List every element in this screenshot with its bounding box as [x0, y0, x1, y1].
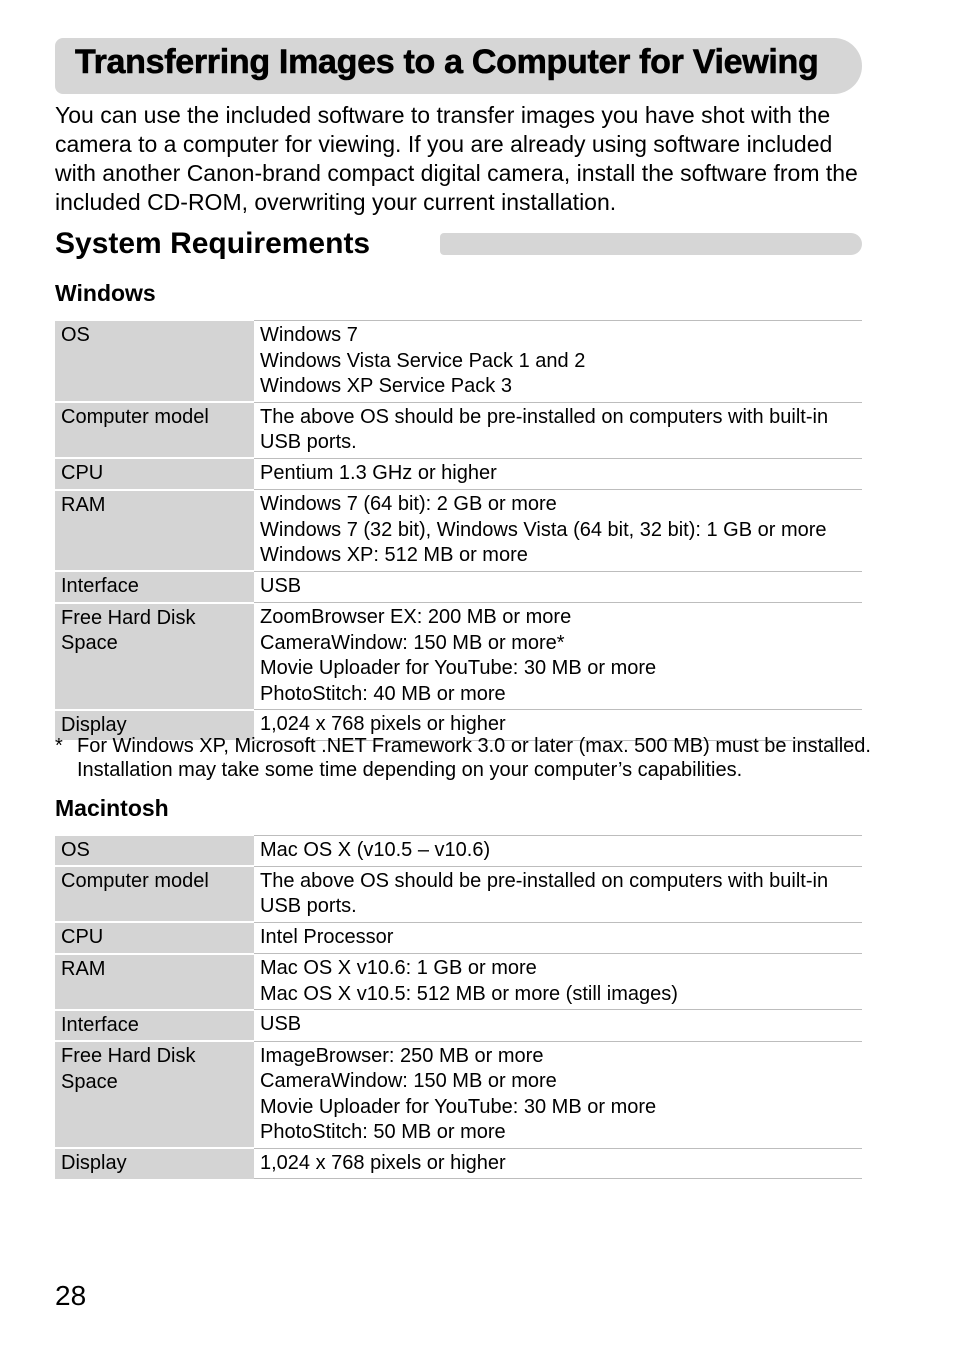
row-label: OS — [55, 836, 254, 867]
row-label: Interface — [55, 571, 254, 603]
value-line: The above OS should be pre-installed on computers with built-in — [260, 869, 829, 892]
macintosh-requirements-table — [55, 835, 862, 1179]
row-value — [254, 458, 862, 490]
row-value — [254, 954, 862, 1010]
table-row — [55, 1041, 862, 1148]
value-line: Intel Processor — [260, 925, 394, 948]
value-line: USB — [260, 574, 302, 597]
value-line: ZoomBrowser EX: 200 MB or more — [260, 606, 572, 628]
section-heading: System Requirements — [55, 227, 371, 260]
table-row — [55, 954, 862, 1010]
value-line: PhotoStitch: 40 MB or more — [260, 682, 506, 705]
row-label: RAM — [55, 954, 254, 1010]
row-value — [254, 402, 862, 458]
row-value — [254, 603, 862, 710]
table-row — [55, 1148, 862, 1179]
table-row — [55, 458, 862, 490]
table-row — [55, 603, 862, 710]
value-line: USB — [260, 1013, 302, 1035]
value-line: Pentium 1.3 GHz or higher — [260, 461, 497, 484]
row-label: CPU — [55, 922, 254, 954]
row-value — [254, 490, 862, 572]
row-value — [254, 866, 862, 922]
table-row — [55, 1010, 862, 1042]
value-line: ImageBrowser: 250 MB or more — [260, 1044, 544, 1067]
table-row — [55, 836, 862, 867]
value-line: USB ports. — [260, 431, 357, 453]
value-line: The above OS should be pre-installed on computers with built-in — [260, 405, 829, 428]
footnote-text: For Windows XP, Microsoft .NET Framework 3.0 or later (max. 500 MB) must be installed. Installation may take some time depending on your computer’s capabilities. — [77, 735, 871, 781]
value-line: Mac OS X v10.5: 512 MB or more (still images) — [260, 982, 678, 1005]
row-label: Free Hard Disk Space — [55, 1041, 254, 1148]
page-title: Transferring Images to a Computer for Viewing — [75, 43, 819, 81]
windows-heading: Windows — [55, 280, 156, 306]
value-line: Windows XP: 512 MB or more — [260, 544, 528, 566]
table-row — [55, 321, 862, 403]
row-label: Display — [55, 1148, 254, 1179]
footnote-mark: * — [55, 735, 63, 757]
page-number: 28 — [55, 1280, 87, 1311]
value-line: CameraWindow: 150 MB or more* — [260, 631, 565, 654]
table-row — [55, 922, 862, 954]
table-row — [55, 571, 862, 603]
macintosh-heading: Macintosh — [55, 795, 169, 821]
row-value — [254, 1148, 862, 1179]
value-line: Windows XP Service Pack 3 — [260, 375, 512, 397]
row-label: Free Hard Disk Space — [55, 603, 254, 710]
value-line: Windows Vista Service Pack 1 and 2 — [260, 349, 586, 372]
windows-requirements-table — [55, 320, 862, 741]
row-value — [254, 571, 862, 603]
row-value — [254, 321, 862, 403]
row-label: OS — [55, 321, 254, 403]
row-value — [254, 1010, 862, 1042]
row-label: Computer model — [55, 866, 254, 922]
row-label: Display — [55, 710, 254, 741]
row-value — [254, 922, 862, 954]
value-line: Windows 7 (64 bit): 2 GB or more — [260, 493, 557, 515]
value-line: CameraWindow: 150 MB or more — [260, 1070, 557, 1092]
table-row — [55, 402, 862, 458]
row-label: Computer model — [55, 402, 254, 458]
value-line: USB ports. — [260, 895, 357, 917]
value-line: 1,024 x 768 pixels or higher — [260, 713, 506, 735]
row-value — [254, 1041, 862, 1148]
value-line: Mac OS X (v10.5 – v10.6) — [260, 839, 491, 861]
value-line: Mac OS X v10.6: 1 GB or more — [260, 957, 537, 979]
table-row — [55, 490, 862, 572]
row-label: Interface — [55, 1010, 254, 1042]
title-banner — [55, 38, 862, 94]
value-line: Windows 7 — [260, 324, 358, 346]
value-line: Movie Uploader for YouTube: 30 MB or more — [260, 657, 657, 679]
section-heading-rule — [440, 233, 862, 255]
row-label: RAM — [55, 490, 254, 572]
row-label: CPU — [55, 458, 254, 490]
value-line: Windows 7 (32 bit), Windows Vista (64 bit, 32 bit): 1 GB or more — [260, 518, 827, 541]
value-line: Movie Uploader for YouTube: 30 MB or more — [260, 1095, 657, 1118]
row-value — [254, 836, 862, 867]
intro-paragraph: You can use the included software to transfer images you have shot with the camera to a computer for viewing. If you are already using software included with another Canon-brand compact digital camera, install the software from the included CD-ROM, overwriting your current installation. — [55, 102, 858, 215]
value-line: 1,024 x 768 pixels or higher — [260, 1151, 506, 1174]
table-row — [55, 866, 862, 922]
value-line: PhotoStitch: 50 MB or more — [260, 1121, 506, 1143]
